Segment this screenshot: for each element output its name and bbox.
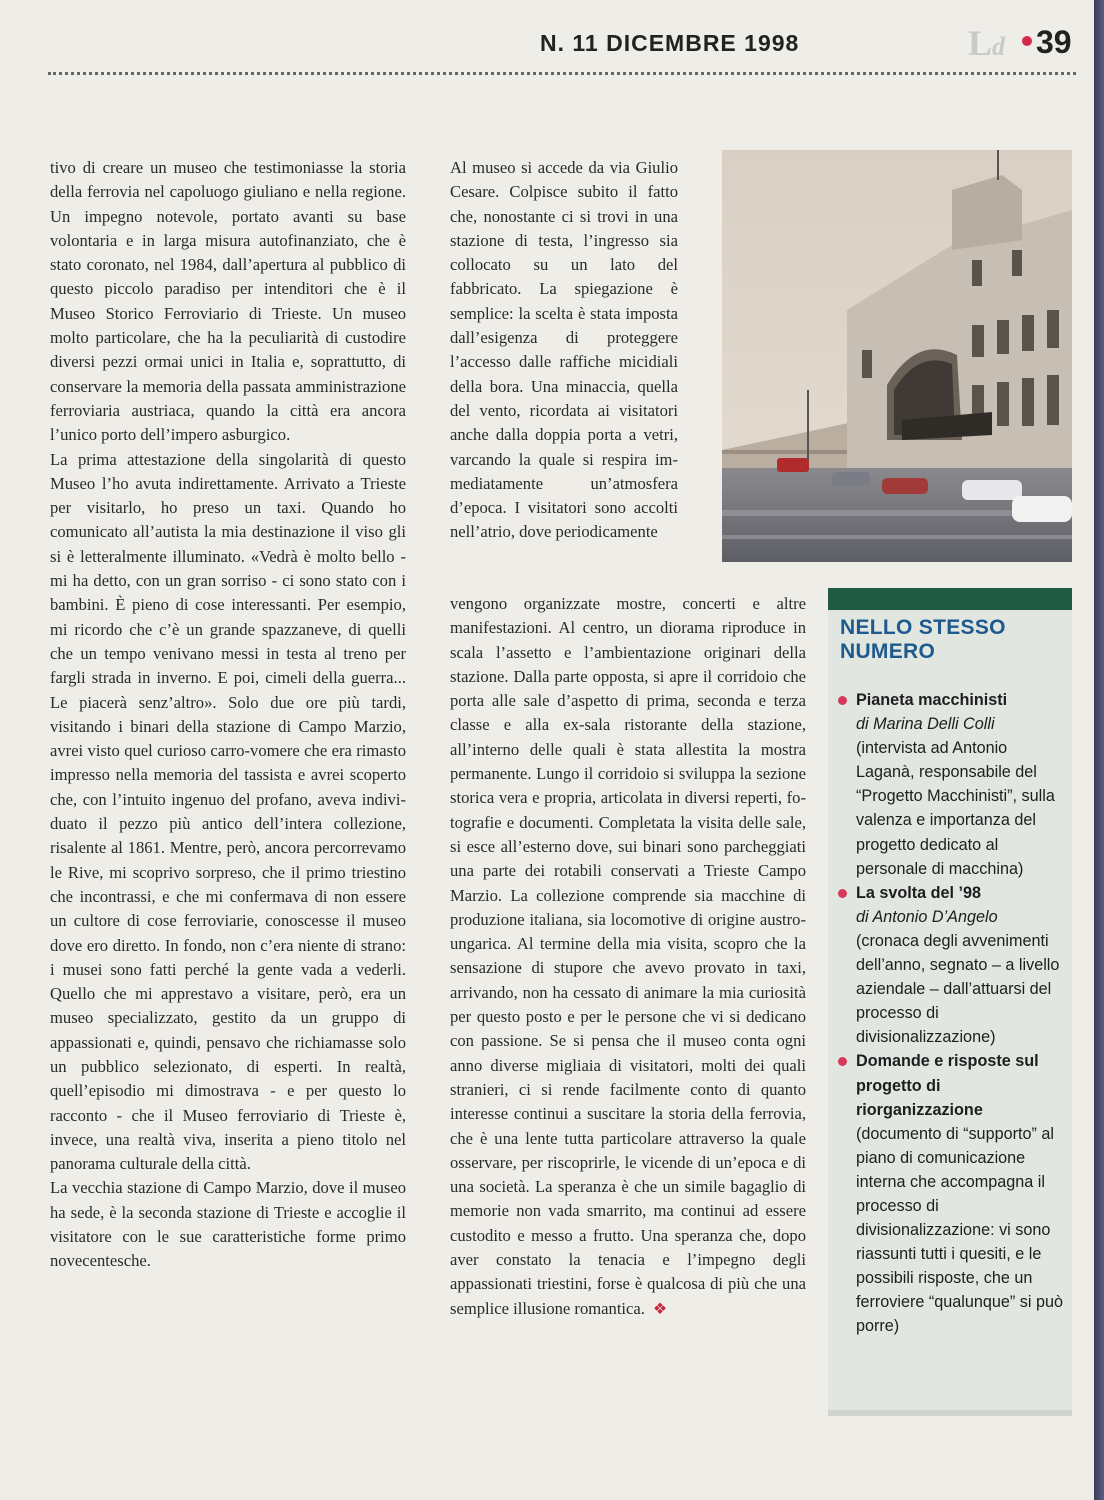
list-item	[836, 881, 1070, 1050]
list-item	[836, 688, 1070, 881]
article-column-1	[50, 156, 406, 1274]
sidebar-box-shadow	[828, 1410, 1072, 1416]
item-title: Domande e risposte sul progetto di riorganizzazione	[856, 1052, 1039, 1119]
bullet-icon	[838, 1057, 847, 1066]
item-title: Pianeta macchinisti	[856, 691, 1008, 709]
paragraph: Al museo si accede da via Giulio Cesare. Colpisce subito il fatto che, nonostante ci si trovi in una stazione di testa, l’ingresso sia collocato su un lato del fabbricato. La spiegazione è semplice: la scelta è stata imposta dall’esigenza di proteggere l’accesso dalle raffiche micidiali della bora. Una minaccia, quella del vento, ricordata ai visitatori anche dalla doppia porta a vetri, varcando la quale si respira immediatamente un’atmosfera d’epoca. I visitatori sono accolti nell’atrio, dove periodicamente	[450, 158, 678, 542]
header-divider	[48, 72, 1076, 75]
paragraph: tivo di creare un museo che testimoniasse la storia della ferrovia nel capoluogo giuliano e nella regione. Un impegno notevole, portato avanti su base volontaria e in larga misura autofinanziato, che è stato coronato, nel 1984, dall’apertura al pubblico di questo piccolo paradiso per intenditori che è il Museo Storico Ferroviario di Trieste. Un museo molto particolare, che ha la peculiarità di custodire diversi pezzi ormai unici in Italia e, soprattutto, di conservare la memoria della passata amministrazione ferroviaria austriaca, quando la città era ancora l’unico porto dell’impero asburgico.	[50, 158, 406, 445]
bullet-icon	[838, 889, 847, 898]
bullet-icon	[838, 696, 847, 705]
end-of-article-icon: ❖	[652, 1300, 668, 1318]
article-column-2-top	[450, 156, 678, 545]
item-author: di Marina Delli Colli	[856, 715, 995, 734]
sidebar-title: NELLO STESSO NUMERO	[840, 616, 1006, 663]
magazine-logo: Ld	[968, 23, 1006, 63]
item-title: La svolta del ’98	[856, 883, 982, 902]
issue-header: N. 11 DICEMBRE 1998	[540, 30, 800, 56]
sidebar-header-bar	[828, 588, 1072, 610]
paragraph-text: vengono organizzate mostre, concerti e altre manifestazioni. Al centro, un diorama riproduce in scala l’assetto e l’ambientazione originari della stazione. Dalla parte opposta, si apre il corridoio che porta alle sale d’aspetto di prima, seconda e terza classe e alla ex-sala ristorante della stazione, all’interno delle quali è stata allestita la mostra permanente. Lungo il corridoio si sviluppa la sezione storica vera e propria, articolata in diversi reperti, fotografie e documenti. Completata la visita delle sale, si esce all’esterno dove, sui binari sono parcheggiati una parte dei rotabili conservati a Trieste Campo Marzio. La collezione comprende sia macchine di produzione italiana, sia locomotive di origine austro-ungarica. Al termine della mia visita, scopro che la sensazione di stupore che avevo provato in taxi, arrivando, non ha cessato di animare la mia curiosità per questo posto e per le persone che vi si dedicano con passione. Se si pensa che il museo conta ogni anno diverse migliaia di visitatori, molti dei quali stranieri, ci si rende facilmente conto di quanto interesse continui a suscitare la storia della ferrovia, che è una lente tutta particolare attraverso la quale osservare, per riscoprirle, le vicende di un’epoca e di una società. La speranza è che un simile bagaglio di memorie non vada smarrito, ma continui ad essere custodito e messo a frutto. Una speranza che, dopo aver constato la tenacia e l’impegno degli appassionati triestini, forse è qualcosa di più che una semplice illusione romantica.	[450, 594, 806, 1318]
paragraph: La prima attestazione della singolarità di questo Museo l’ho avuta indirettamente. Arrivato a Trieste per visitarlo, ho preso un taxi. Quando ho comunicato all’autista la mia destinazione il viso gli si è letteralmente illuminato. «Vedrà è molto bello - mi ha detto, con un gran sorriso - ci sono stato con i bambini. È pieno di cose interessanti. Per esempio, mi ricordo che c’è un grande spazzaneve, di quelli che un tempo venivano messi in testa al treno per fargli strada in inverno. E poi, cimeli della guerra... Le piacerà senz’altro». Solo due ore più tardi, visitando i binari della stazione di Campo Marzio, avrei visto quel curioso carro-vomere che era rimasto impresso nella memoria del tassista e avrei scoperto che, con l’intuito ingenuo del profano, aveva individuato il pezzo più antico dell’intera collezione, risalente al 1861. Mentre, però, ancora percorrevamo le Rive, mi scoprivo sorpreso, che il primo triestino che incontrassi, e che mi confermava di non essere un cultore di cose ferroviarie, conoscesse il museo dove ero diretto. In fondo, non c’era niente di strano: i musei sono fatti perché la gente vada a vederli. Quello che mi apprestavo a visitare, però, era un museo specializzato, gestito da un gruppo di appassionati e, quindi, pensavo che richiamasse solo un pubblico selezionato, di esperti. In realtà, quell’episodio mi dimostrava - e per questo lo racconto - che il Museo ferroviario di Trieste è, invece, una realtà viva, inserita a pieno titolo nel panorama culturale della città.	[50, 449, 406, 1174]
page-edge	[1094, 0, 1104, 1500]
item-author: di Antonio D’Angelo	[856, 907, 998, 926]
sidebar-list	[836, 688, 1070, 1339]
item-description: (intervista ad Antonio Laganà, responsabile del “Progetto Macchinisti”, sulla valenza e importanza del progetto dedicato al personale di macchina)	[856, 739, 1055, 878]
page-number: 39	[1036, 24, 1072, 60]
list-item	[836, 1049, 1070, 1338]
paragraph: La vecchia stazione di Campo Marzio, dove il museo ha sede, è la seconda stazione di Trieste e accoglie il visitatore con le sue caratteristiche forme primo novecentesche.	[50, 1178, 406, 1271]
item-description: (documento di “supporto” al piano di comunicazione interna che accompagna il processo di divisionalizzazione: vi sono riassunti tutti i quesiti, e le possibili risposte, che un ferroviere “qualunque” si può porre)	[856, 1124, 1063, 1336]
item-description: (cronaca degli avvenimenti dell’anno, segnato – a livello aziendale – dall’attuarsi del processo di divisionalizzazione)	[856, 931, 1060, 1047]
sidebar-box	[828, 588, 1072, 1410]
article-column-2-bottom	[450, 592, 806, 1322]
header-dot-icon	[1022, 36, 1032, 46]
station-photo	[722, 150, 1072, 562]
paragraph	[450, 592, 806, 1322]
